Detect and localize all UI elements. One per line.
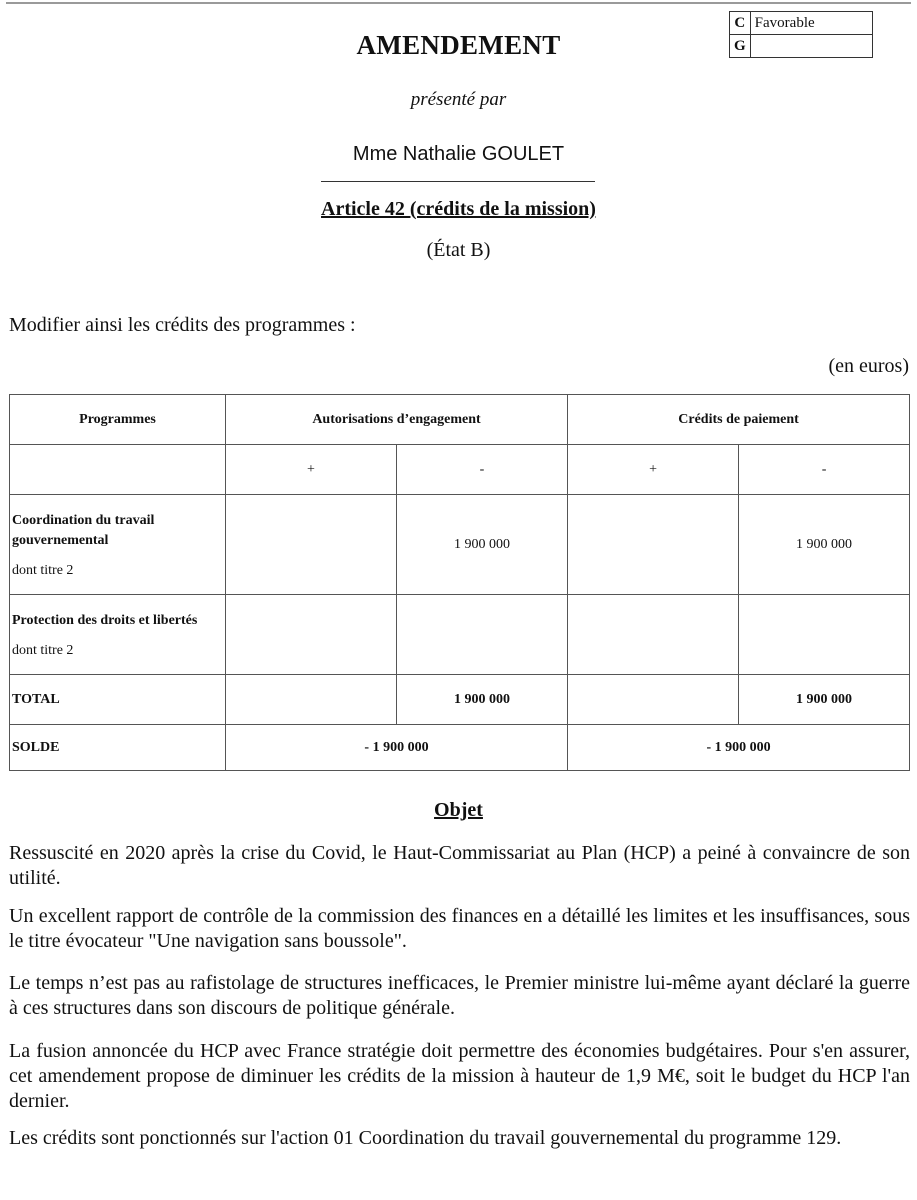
programme-name: Coordination du travail gouvernemental bbox=[12, 512, 155, 548]
col-autorisations: Autorisations d’engagement bbox=[226, 395, 568, 445]
table-header-row bbox=[10, 395, 910, 445]
solde-ae: - 1 900 000 bbox=[226, 725, 568, 771]
programme-sub: dont titre 2 bbox=[12, 562, 74, 578]
status-c-value: Favorable bbox=[750, 12, 872, 35]
presented-by: présenté par bbox=[410, 89, 507, 110]
total-row bbox=[10, 675, 910, 725]
cp-plus-cell bbox=[568, 595, 739, 675]
objet-heading: Objet bbox=[434, 799, 483, 821]
objet-paragraph: Ressuscité en 2020 après la crise du Covid, le Haut-Commissariat au Plan (HCP) a peiné à convaincre de son utilité. bbox=[9, 842, 910, 889]
cp-minus-cell bbox=[739, 595, 910, 675]
sign-blank bbox=[10, 445, 226, 495]
objet-paragraph: Un excellent rapport de contrôle de la commission des finances en a détaillé les limites et les insuffisances, sous le titre évocateur "Une navigation sans boussole". bbox=[9, 905, 910, 952]
col-programmes: Programmes bbox=[10, 395, 226, 445]
objet-paragraph: Les crédits sont ponctionnés sur l'action 01 Coordination du travail gouvernemental du programme 129. bbox=[9, 1127, 842, 1149]
cp-plus-cell bbox=[568, 495, 739, 595]
document-title: AMENDEMENT bbox=[356, 30, 561, 60]
etat-label: (État B) bbox=[426, 239, 491, 261]
ae-minus-header: - bbox=[397, 445, 568, 495]
total-cp-minus: 1 900 000 bbox=[739, 675, 910, 725]
total-ae-minus: 1 900 000 bbox=[397, 675, 568, 725]
credits-table bbox=[9, 394, 910, 771]
total-cp-plus bbox=[568, 675, 739, 725]
status-c-key: C bbox=[730, 12, 751, 35]
solde-cp: - 1 900 000 bbox=[568, 725, 910, 771]
solde-row bbox=[10, 725, 910, 771]
objet-paragraph: Le temps n’est pas au rafistolage de structures inefficaces, le Premier ministre lui-même ayant déclaré la guerre à ces structures dans son discours de politique générale. bbox=[9, 972, 910, 1019]
total-ae-plus bbox=[226, 675, 397, 725]
ae-minus-cell bbox=[397, 595, 568, 675]
solde-label: SOLDE bbox=[10, 725, 226, 771]
status-g-key: G bbox=[730, 35, 751, 58]
ae-minus-cell: 1 900 000 bbox=[397, 495, 568, 595]
unit-label: (en euros) bbox=[828, 355, 909, 377]
objet-paragraph: La fusion annoncée du HCP avec France stratégie doit permettre des économies budgétaires. Pour s'en assurer, cet amendement propose de diminuer les crédits de la mission à hauteur de 1,9 M€, soit le budget du HCP l'an dernier. bbox=[9, 1040, 910, 1112]
ae-plus-cell bbox=[226, 495, 397, 595]
intro-text: Modifier ainsi les crédits des programmes : bbox=[9, 314, 356, 336]
table-row bbox=[10, 495, 910, 595]
programme-sub: dont titre 2 bbox=[12, 642, 74, 658]
col-credits-paiement: Crédits de paiement bbox=[568, 395, 910, 445]
table-sign-row bbox=[10, 445, 910, 495]
cp-minus-header: - bbox=[739, 445, 910, 495]
programme-cell bbox=[10, 595, 226, 675]
top-rule bbox=[6, 2, 911, 4]
ae-plus-header: + bbox=[226, 445, 397, 495]
total-label: TOTAL bbox=[10, 675, 226, 725]
programme-name: Protection des droits et libertés bbox=[12, 612, 198, 628]
cp-plus-header: + bbox=[568, 445, 739, 495]
article-heading: Article 42 (crédits de la mission) bbox=[321, 198, 596, 220]
table-row bbox=[10, 595, 910, 675]
programme-cell bbox=[10, 495, 226, 595]
author: Mme Nathalie GOULET bbox=[352, 143, 565, 165]
author-separator bbox=[321, 181, 595, 182]
cp-minus-cell: 1 900 000 bbox=[739, 495, 910, 595]
ae-plus-cell bbox=[226, 595, 397, 675]
